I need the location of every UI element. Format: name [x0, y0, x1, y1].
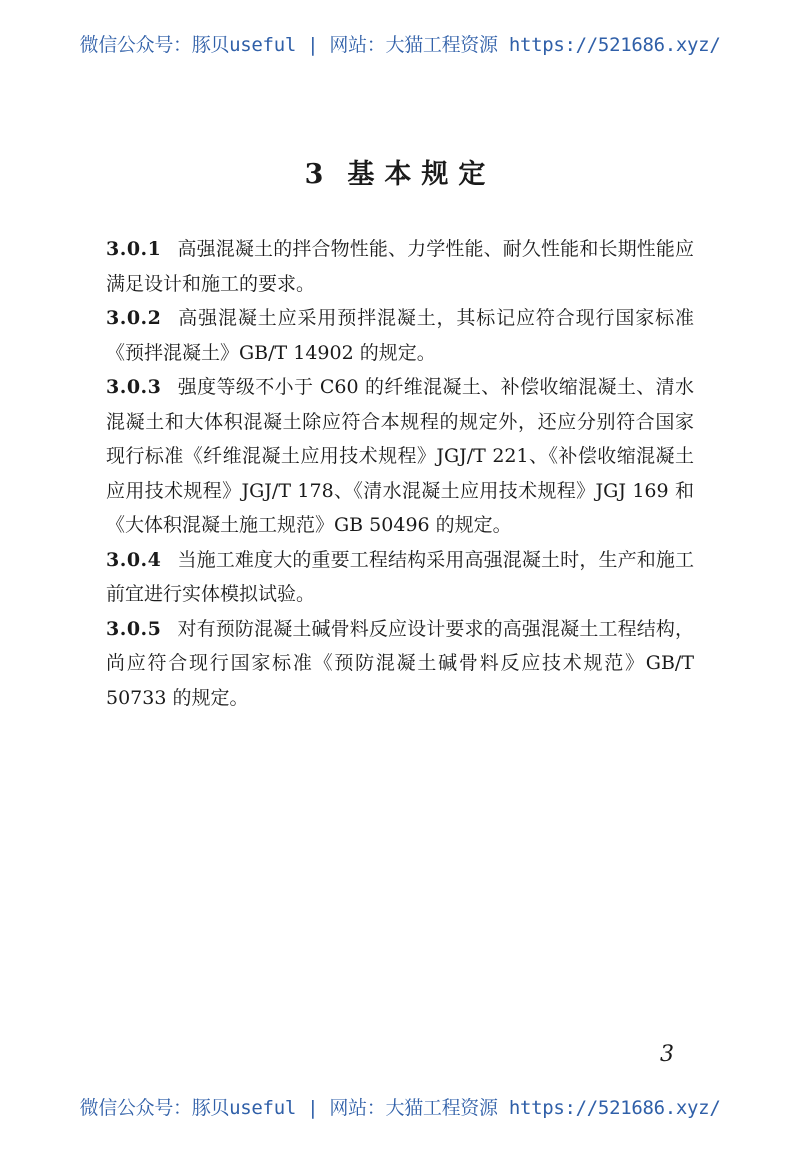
- clause-number: 3.0.4: [106, 548, 162, 571]
- clause-3-0-3: [106, 370, 694, 543]
- clause-number: 3.0.2: [106, 307, 162, 329]
- clause-text: 对有预防混凝土碱骨料反应设计要求的高强混凝土工程结构，尚应符合现行国家标准《预防混凝土碱骨料反应技术规范》GB/T 50733 的规定。: [106, 617, 694, 709]
- clause-number: 3.0.3: [106, 376, 162, 398]
- chapter-title: [0, 152, 800, 191]
- page-number: 3: [660, 1042, 674, 1067]
- clause-3-0-4: [106, 543, 694, 612]
- clause-number: 3.0.5: [106, 617, 162, 640]
- clause-3-0-1: [106, 232, 694, 301]
- watermark-footer: 微信公众号：豚贝useful | 网站：大猫工程资源 https://521686.xyz/: [79, 1097, 721, 1119]
- chapter-number: 3: [304, 159, 334, 190]
- clause-3-0-5: [106, 612, 694, 716]
- clause-text: 强度等级不小于 C60 的纤维混凝土、补偿收缩混凝土、清水混凝土和大体积混凝土除应符合本规程的规定外，还应分别符合国家现行标准《纤维混凝土应用技术规程》JGJ/T 221、《补偿收缩混凝土应用技术规程》JGJ/T 178、《清水混凝土应用技术规程》JGJ 169 和《大体积混凝土施工规范》GB 50496 的规定。: [106, 376, 694, 536]
- clause-3-0-2: [106, 301, 694, 370]
- clause-text: 高强混凝土应采用预拌混凝土，其标记应符合现行国家标准《预拌混凝土》GB/T 14902 的规定。: [106, 307, 694, 364]
- clause-number: 3.0.1: [106, 238, 162, 260]
- clause-text: 当施工难度大的重要工程结构采用高强混凝土时，生产和施工前宜进行实体模拟试验。: [106, 548, 694, 605]
- clause-text: 高强混凝土的拌合物性能、力学性能、耐久性能和长期性能应满足设计和施工的要求。: [106, 238, 694, 295]
- watermark-header: 微信公众号：豚贝useful | 网站：大猫工程资源 https://521686.xyz/: [79, 34, 721, 56]
- chapter-title-text: 基本规定: [347, 159, 496, 190]
- clause-list: [106, 232, 694, 715]
